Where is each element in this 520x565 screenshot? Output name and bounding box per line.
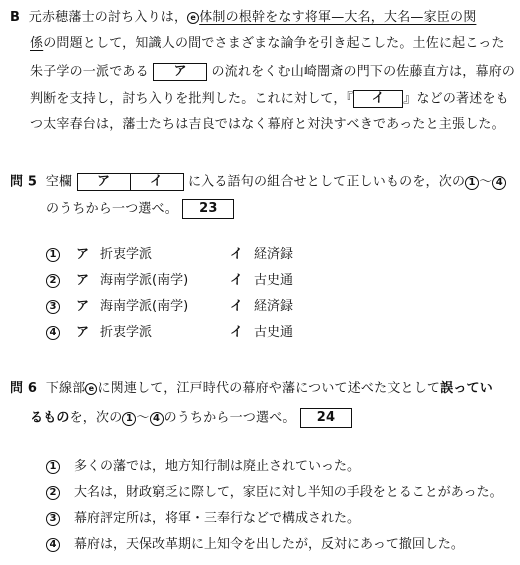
question-text: に関連して，江戸時代の幕府や藩について述べた文として (97, 381, 441, 396)
answer-number-box: 24 (300, 408, 352, 428)
passage-line-2 (30, 36, 505, 52)
passage-text: の問題として，知識人の間でさまざまな論争を引き起こした。土佐に起こった (43, 36, 505, 51)
underline-marker-e: e (187, 12, 199, 24)
circled-number: 4 (492, 176, 506, 190)
circled-number: 1 (122, 412, 136, 426)
passage-text: 朱子学の一派である (30, 64, 149, 80)
option-i-text: 経済録 (254, 247, 294, 262)
blank-box-a: ア (77, 173, 131, 191)
underline-marker-e: e (85, 383, 97, 395)
label-a: ア (76, 325, 90, 340)
passage-line-4 (30, 90, 509, 108)
circled-number: 3 (46, 512, 60, 526)
range-tilde: 〜 (136, 410, 150, 426)
question-6-line-2 (30, 408, 352, 428)
underlined-passage: 体制の根幹をなす将軍—大名，大名—家臣の関 (199, 10, 477, 25)
option-i-text: 経済録 (254, 299, 294, 314)
circled-number: 4 (46, 326, 60, 340)
option-row[interactable] (46, 511, 361, 527)
option-i-text: 古史通 (254, 273, 294, 288)
section-label: B (10, 10, 21, 25)
option-row[interactable] (46, 537, 464, 553)
blank-box-i: イ (130, 173, 184, 191)
circled-number: 1 (46, 248, 60, 262)
circled-number: 1 (46, 460, 60, 474)
question-label: 問 5 (10, 174, 38, 190)
answer-number-box: 23 (182, 199, 234, 219)
question-5-line-1 (10, 173, 506, 191)
circled-number: 4 (150, 412, 164, 426)
option-text: 多くの藩では，地方知行制は廃止されていった。 (74, 459, 361, 474)
option-row[interactable] (46, 299, 294, 315)
option-row[interactable] (46, 247, 294, 263)
emphasis-text: 誤ってい (440, 381, 493, 396)
circled-number: 2 (46, 274, 60, 288)
label-i: イ (230, 299, 244, 314)
question-label: 問 6 (10, 381, 38, 396)
option-row[interactable] (46, 325, 294, 341)
label-a: ア (76, 247, 90, 262)
option-a-text: 折衷学派 (100, 325, 153, 340)
passage-text: 』などの著述をも (403, 91, 509, 107)
label-i: イ (230, 273, 244, 288)
option-row[interactable] (46, 273, 294, 289)
option-a-text: 海南学派(南学) (100, 299, 189, 314)
label-a: ア (76, 299, 90, 314)
passage-text: 元赤穂藩士の討ち入りは， (28, 10, 188, 25)
passage-text: の流れをくむ山崎闇斎の門下の佐藤直方は，幕府の (211, 64, 516, 80)
circled-number: 3 (46, 300, 60, 314)
question-text: のうちから一つ選べ。 (46, 201, 179, 217)
circled-number: 1 (465, 176, 479, 190)
option-text: 幕府は，天保改革期に上知令を出したが，反対にあって撤回した。 (74, 537, 464, 552)
passage-text: 判断を支持し，討ち入りを批判した。これに対して，『 (30, 91, 354, 107)
passage-line-3 (30, 63, 515, 81)
option-row[interactable] (46, 485, 503, 501)
option-text: 大名は，財政窮乏に際して，家臣に対し半知の手段をとることがあった。 (74, 485, 503, 500)
option-a-text: 折衷学派 (100, 247, 153, 262)
emphasis-text: るもの (30, 410, 70, 426)
question-text: に入る語句の組合せとして正しいものを，次の (187, 174, 466, 190)
circled-number: 4 (46, 538, 60, 552)
option-a-text: 海南学派(南学) (100, 273, 189, 288)
range-tilde: 〜 (479, 174, 493, 190)
circled-number: 2 (46, 486, 60, 500)
label-i: イ (230, 325, 244, 340)
question-text: 下線部 (45, 381, 86, 396)
passage-line-1 (10, 10, 476, 26)
blank-box-i: イ (353, 90, 403, 108)
question-text: のうちから一つ選べ。 (163, 410, 296, 426)
label-a: ア (76, 273, 90, 288)
question-5-line-2 (46, 199, 234, 219)
passage-text: つ太宰春台は，藩士たちは吉良ではなく幕府と対決すべきであったと主張した。 (30, 117, 505, 132)
label-i: イ (230, 247, 244, 262)
underlined-passage-cont: 係 (30, 36, 44, 51)
question-text: 空欄 (45, 174, 73, 190)
passage-line-5 (30, 117, 505, 133)
blank-box-a: ア (153, 63, 207, 81)
option-i-text: 古史通 (254, 325, 294, 340)
question-text: を，次の (69, 410, 123, 426)
option-row[interactable] (46, 459, 361, 475)
question-6-line-1 (10, 381, 493, 397)
option-text: 幕府評定所は，将軍・三奉行などで構成された。 (74, 511, 361, 526)
